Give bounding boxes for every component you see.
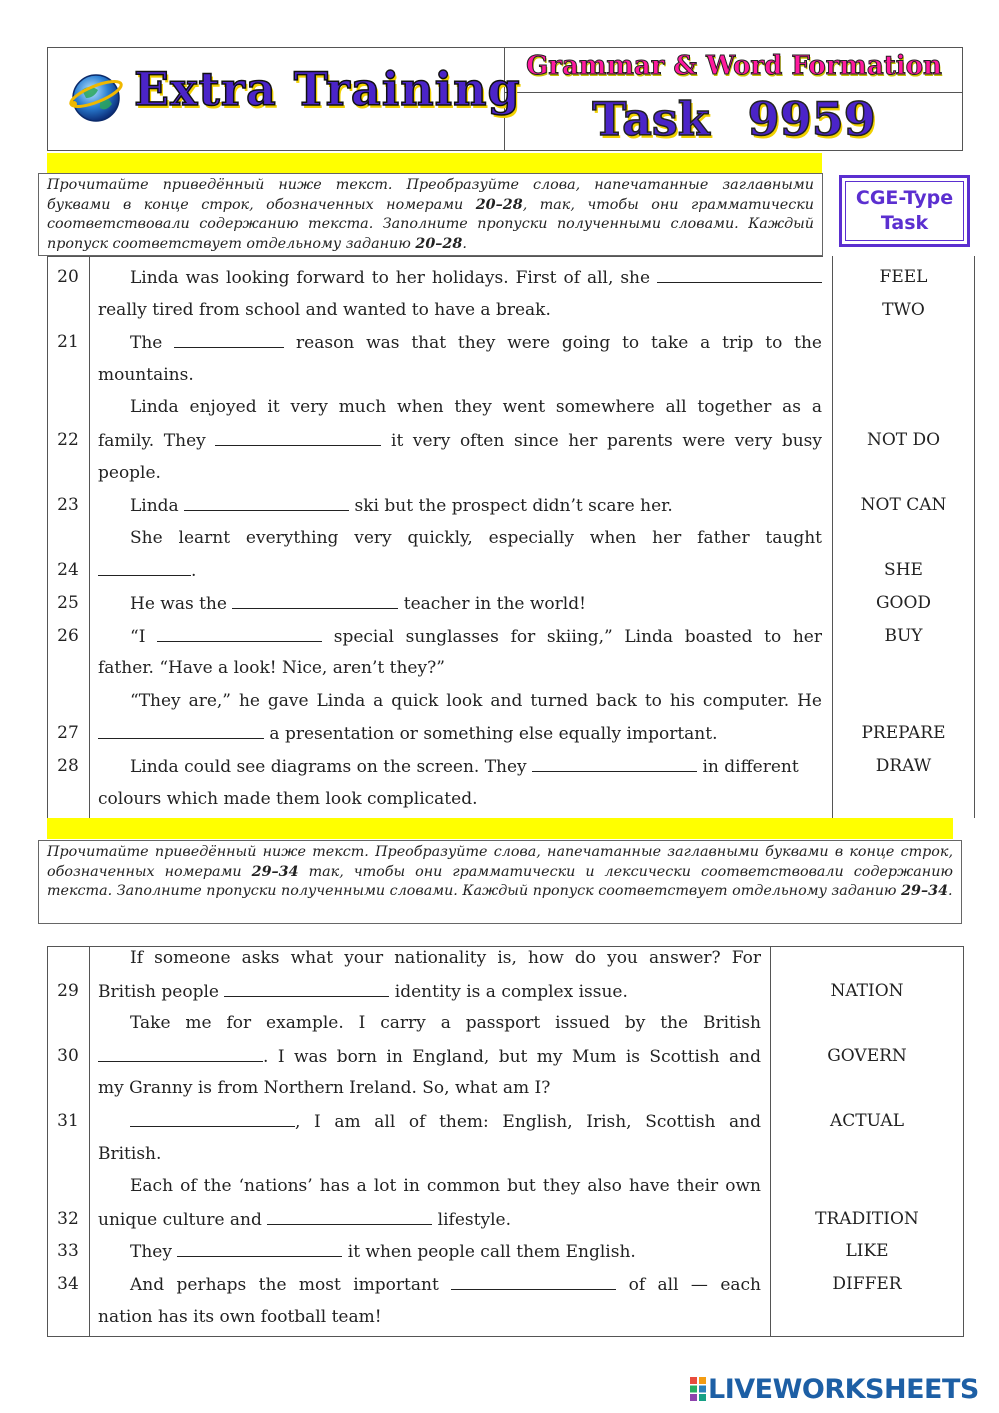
keyword: FEEL xyxy=(879,267,928,287)
brand-title: Extra Training xyxy=(134,62,521,116)
instruction-box xyxy=(38,840,962,924)
text-line xyxy=(130,948,761,968)
text-line xyxy=(130,332,822,353)
text-line xyxy=(98,1307,761,1327)
item-number: 27 xyxy=(57,723,79,744)
item-number: 34 xyxy=(57,1274,79,1294)
text-line xyxy=(98,1144,761,1164)
text-segment: . xyxy=(191,561,197,582)
text-line xyxy=(130,1111,761,1132)
item-number: 28 xyxy=(57,756,79,776)
keyword: NOT DO xyxy=(866,430,941,450)
table-border xyxy=(89,256,90,818)
text-segment: Linda xyxy=(130,496,185,517)
item-number: 20 xyxy=(57,267,79,287)
header-subtitle: Grammar & Word Formation xyxy=(526,51,942,81)
text-segment: He was the xyxy=(130,594,233,614)
text-segment: lifestyle. xyxy=(432,1209,511,1230)
text-line xyxy=(130,528,822,548)
item-number: 32 xyxy=(57,1208,79,1229)
answer-blank[interactable] xyxy=(232,593,398,609)
answer-blank[interactable] xyxy=(174,332,284,348)
text-line xyxy=(98,560,822,581)
text-line xyxy=(98,1209,761,1230)
instruction-range: 29–34 xyxy=(251,863,299,880)
liveworksheets-logo-icon xyxy=(690,1377,707,1401)
keyword: DIFFER xyxy=(832,1274,902,1294)
instruction-range: 20–28 xyxy=(415,235,463,252)
header-box xyxy=(47,47,963,151)
answer-blank[interactable] xyxy=(130,1111,295,1127)
answer-blank[interactable] xyxy=(532,756,697,772)
answer-blank[interactable] xyxy=(98,560,191,576)
item-number: 29 xyxy=(57,980,79,1001)
text-segment: . I was born in England, but my Mum is Scottish and xyxy=(263,1046,761,1067)
item-number: 21 xyxy=(57,332,79,353)
task-number: Task 9959 xyxy=(592,92,876,146)
instruction-text: . xyxy=(462,235,467,252)
badge-line: CGE-Type xyxy=(855,187,954,209)
table-border xyxy=(89,946,90,1337)
text-line xyxy=(130,691,822,711)
text-segment: it when people call them English. xyxy=(342,1242,636,1263)
text-segment: of all — each xyxy=(616,1275,761,1295)
text-segment: “They are,” he gave Linda a quick look and turned back to his computer. He xyxy=(130,690,822,711)
answer-blank[interactable] xyxy=(98,1046,263,1062)
text-segment: really tired from school and wanted to have a break. xyxy=(98,299,551,320)
keyword: DRAW xyxy=(875,756,932,776)
text-segment: If someone asks what your nationality is, how do you answer? For xyxy=(130,948,761,968)
text-line xyxy=(98,789,822,809)
keyword: SHE xyxy=(884,560,923,581)
highlight-band xyxy=(47,818,953,839)
text-segment: And perhaps the most important xyxy=(130,1275,452,1295)
item-number: 33 xyxy=(57,1241,79,1262)
text-segment: Take me for example. I carry a passport issued by the British xyxy=(130,1013,761,1034)
text-segment: The xyxy=(130,333,175,354)
text-segment: British people xyxy=(98,981,225,1002)
answer-blank[interactable] xyxy=(215,430,381,446)
text-segment: nation has its own football team! xyxy=(98,1306,382,1327)
text-segment: my Granny is from Northern Ireland. So, what am I? xyxy=(98,1078,551,1099)
text-line xyxy=(98,463,822,483)
instruction-text: Прочитайте приведённый ниже текст. Преобразуйте слова, напечатанные заглавными буквами в конце строк, обозначенных номерами xyxy=(47,177,814,213)
answer-blank[interactable] xyxy=(267,1209,432,1225)
text-line xyxy=(98,300,822,320)
text-segment: “I xyxy=(130,626,158,647)
text-line xyxy=(98,430,822,451)
keyword: TWO xyxy=(882,299,925,320)
text-segment: family. They xyxy=(98,431,216,451)
text-line xyxy=(130,593,822,614)
text-line xyxy=(130,756,822,777)
text-segment: people. xyxy=(98,462,161,483)
instruction-text: , так, чтобы они грамматически соответствовали содержанию текста. Заполните пропуски полученными словами. Каждый пропуск соответствует отдельному заданию xyxy=(47,196,814,252)
text-line xyxy=(130,1176,761,1196)
highlight-band xyxy=(47,153,822,173)
footer-text: LIVEWORKSHEETS xyxy=(708,1374,979,1405)
table-border xyxy=(47,1336,964,1337)
text-segment: identity is a complex issue. xyxy=(389,981,628,1002)
keyword: LIKE xyxy=(845,1241,889,1262)
answer-blank[interactable] xyxy=(177,1241,342,1257)
item-number: 30 xyxy=(57,1045,79,1066)
text-segment: They xyxy=(130,1242,178,1263)
answer-blank[interactable] xyxy=(451,1274,616,1290)
answer-blank[interactable] xyxy=(184,495,349,511)
text-line xyxy=(130,267,822,288)
text-line xyxy=(98,723,822,744)
table-border xyxy=(47,946,964,947)
instruction-range: 29–34 xyxy=(901,883,949,899)
table-border xyxy=(47,256,823,257)
cge-type-badge xyxy=(839,175,970,247)
instruction-text: Прочитайте приведённый ниже текст. Преобразуйте слова, напечатанные заглавными буквами в конце строк, обозначенных номерами xyxy=(47,844,953,880)
text-line xyxy=(130,1013,761,1033)
text-segment: ski but the prospect didn’t scare her. xyxy=(349,496,673,517)
text-segment: She learnt everything very quickly, especially when her father taught xyxy=(130,527,822,548)
keyword: PREPARE xyxy=(861,723,946,744)
answer-blank[interactable] xyxy=(157,626,322,642)
keyword: GOVERN xyxy=(827,1045,907,1066)
text-line xyxy=(98,1046,761,1067)
text-segment: British. xyxy=(98,1143,162,1164)
keyword: TRADITION xyxy=(815,1208,919,1229)
item-number: 26 xyxy=(57,625,79,646)
item-number: 25 xyxy=(57,593,79,613)
keyword: GOOD xyxy=(875,593,932,613)
text-line xyxy=(130,495,822,516)
keyword: BUY xyxy=(884,625,923,646)
text-line xyxy=(98,658,822,678)
text-segment: Each of the ‘nations’ has a lot in common but they also have their own xyxy=(130,1176,761,1197)
badge-line: Task xyxy=(880,212,929,234)
instruction-text: так, чтобы они грамматически и лексически соответствовали содержанию текста. Заполните пропуски полученными словами. Каждый пропуск соответствует отдельному заданию xyxy=(47,863,954,899)
text-segment: Linda could see diagrams on the screen. They xyxy=(130,757,533,777)
text-segment: in different xyxy=(697,757,799,777)
item-number: 24 xyxy=(57,560,79,581)
keyword: NOT CAN xyxy=(860,495,947,516)
text-segment: a presentation or something else equally important. xyxy=(264,724,718,745)
text-segment: colours which made them look complicated. xyxy=(98,788,478,809)
text-segment: it very often since her parents were very busy xyxy=(381,431,822,451)
text-line xyxy=(130,397,822,417)
text-segment: unique culture and xyxy=(98,1209,268,1230)
instruction-box xyxy=(38,173,823,256)
instruction-text: . xyxy=(948,883,953,899)
answer-blank[interactable] xyxy=(98,723,264,739)
keyword: NATION xyxy=(830,980,904,1001)
keyword: ACTUAL xyxy=(830,1111,904,1131)
text-segment: teacher in the world! xyxy=(398,594,586,614)
text-segment: mountains. xyxy=(98,364,194,385)
item-number: 22 xyxy=(57,430,79,450)
text-line xyxy=(98,981,761,1002)
globe-icon xyxy=(68,68,124,124)
text-segment: , I am all of them: English, Irish, Scottish and xyxy=(295,1112,761,1132)
text-line xyxy=(130,1241,761,1262)
text-segment: reason was that they were going to take a trip to the xyxy=(284,333,822,354)
text-line xyxy=(130,626,822,647)
answer-blank[interactable] xyxy=(657,267,822,283)
instruction-range: 20–28 xyxy=(475,196,523,213)
text-line xyxy=(130,1274,761,1295)
answer-blank[interactable] xyxy=(224,981,389,997)
text-segment: father. “Have a look! Nice, aren’t they?” xyxy=(98,658,445,679)
text-line xyxy=(98,1078,761,1098)
text-segment: Linda enjoyed it very much when they went somewhere all together as a xyxy=(130,397,822,418)
table-border xyxy=(963,946,964,1337)
item-number: 23 xyxy=(57,495,79,516)
text-segment: Linda was looking forward to her holidays. First of all, she xyxy=(130,268,657,288)
text-segment: special sunglasses for skiing,” Linda boasted to her xyxy=(322,626,822,647)
text-line xyxy=(98,365,822,385)
item-number: 31 xyxy=(57,1111,79,1131)
footer-brand xyxy=(688,1374,988,1404)
table-border xyxy=(974,256,975,818)
